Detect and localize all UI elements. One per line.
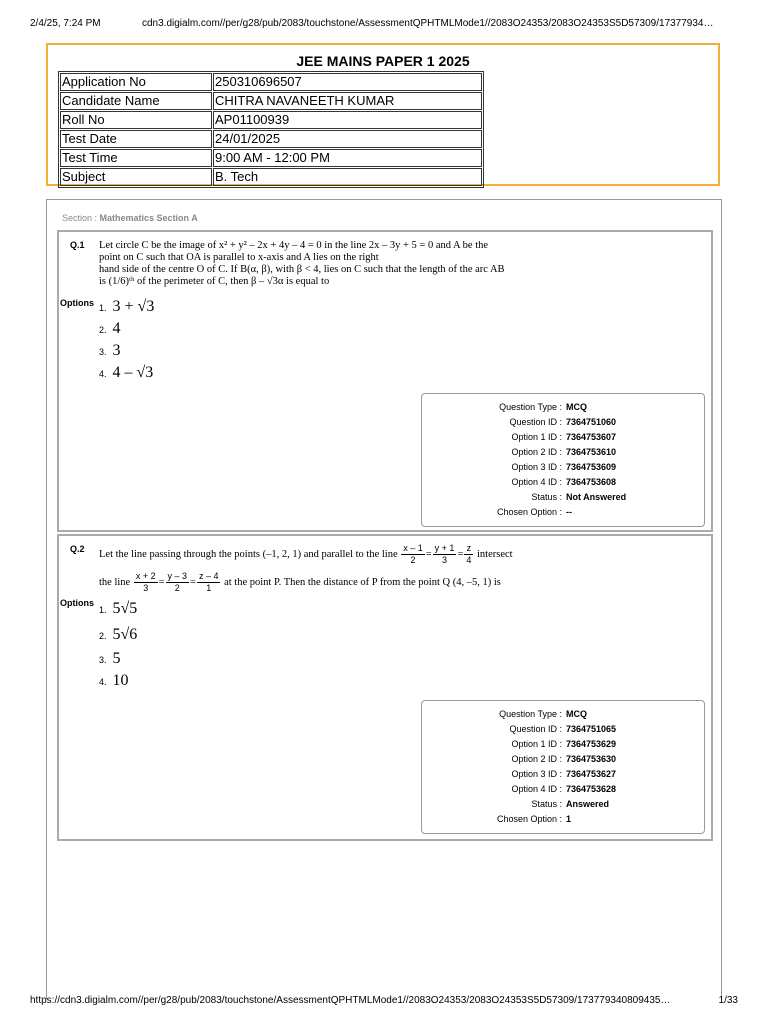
- meta-row: Option 4 ID : 7364753608: [511, 477, 617, 487]
- fraction: $\frac{x + 2}{3}$: [135, 571, 156, 594]
- page-number: 1/33: [718, 995, 738, 1006]
- option-1: 1. 3 + √3: [99, 298, 155, 315]
- option-4: 4. 10: [99, 672, 129, 689]
- fraction: $\frac{z}{4}$: [466, 543, 472, 566]
- field-label: Test Time: [60, 149, 212, 167]
- meta-row: Option 3 ID : 7364753627: [511, 769, 617, 779]
- meta-row-chosen: Chosen Option : --: [496, 507, 572, 517]
- question-card-q2: [57, 534, 713, 841]
- question-number: Q.1: [70, 240, 85, 250]
- fraction: $\frac{x - 1}{2}$: [403, 543, 423, 566]
- table-row: [60, 92, 482, 110]
- print-datetime: 2/4/25, 7:24 PM: [30, 18, 101, 29]
- option-1: 1. 5√5: [99, 600, 138, 617]
- field-label: Application No: [60, 73, 212, 91]
- question-paper: [46, 199, 722, 999]
- question-line: Let circle C be the image of x² + y² – 2x + 4y – 4 = 0 in the line 2x – 3y + 5 = 0 and A be the: [99, 240, 489, 251]
- option-3: 3. 5: [99, 650, 121, 667]
- meta-row-chosen: Chosen Option : 1: [496, 814, 572, 824]
- option-value: 5√5: [112, 600, 138, 617]
- exam-title: JEE MAINS PAPER 1 2025: [296, 53, 470, 69]
- table-row: [60, 73, 482, 91]
- candidate-info-box: [46, 43, 720, 186]
- meta-row: Option 1 ID : 7364753607: [511, 432, 617, 442]
- option-value: 4: [112, 320, 121, 337]
- field-value: CHITRA NAVANEETH KUMAR: [213, 92, 482, 110]
- meta-row: Option 2 ID : 7364753630: [511, 754, 617, 764]
- option-3: 3. 3: [99, 342, 121, 359]
- options-label: Options: [60, 598, 94, 608]
- fraction: $\frac{z - 4}{1}$: [198, 571, 219, 594]
- option-value: 3: [112, 342, 121, 359]
- meta-row-status: Status : Not Answered: [531, 492, 627, 502]
- option-4: 4. 4 – √3: [99, 364, 154, 381]
- fraction: $\frac{y + 1}{3}$: [434, 543, 455, 566]
- question-line: point on C such that OA is parallel to x-axis and A lies on the right: [99, 252, 379, 263]
- section-label: Section : Mathematics Section A: [62, 213, 198, 223]
- question-meta-box: [421, 393, 705, 527]
- field-value: B. Tech: [213, 168, 482, 186]
- question-text: [99, 542, 513, 596]
- meta-row: Option 4 ID : 7364753628: [511, 784, 617, 794]
- option-value: 5: [112, 650, 121, 667]
- candidate-table: [58, 71, 484, 188]
- field-value: 9:00 AM - 12:00 PM: [213, 149, 482, 167]
- option-2: 2. 5√6: [99, 626, 138, 643]
- question-text: [99, 240, 505, 288]
- question-line: the line $\frac{x + 2}{3}$ = $\frac{y - 3}{2}$ = $\frac{z - 4}{1}$ at the point P. Then the distance of P from the point Q (4, –5, 1) is: [99, 571, 501, 594]
- field-label: Subject: [60, 168, 212, 186]
- table-row: [60, 149, 482, 167]
- table-row: [60, 111, 482, 129]
- options-label: Options: [60, 298, 94, 308]
- field-label: Test Date: [60, 130, 212, 148]
- field-value: 250310696507: [213, 73, 482, 91]
- meta-row: Question ID : 7364751060: [509, 417, 617, 427]
- meta-row: Question Type : MCQ: [499, 709, 587, 719]
- question-card-q1: [57, 230, 713, 532]
- meta-row: Question Type : MCQ: [499, 402, 587, 412]
- field-value: 24/01/2025: [213, 130, 482, 148]
- meta-row: Option 1 ID : 7364753629: [511, 739, 617, 749]
- field-label: Roll No: [60, 111, 212, 129]
- option-value: 4 – √3: [112, 364, 154, 381]
- meta-row: Option 2 ID : 7364753610: [511, 447, 617, 457]
- question-meta-box: [421, 700, 705, 834]
- meta-row: Option 3 ID : 7364753609: [511, 462, 617, 472]
- option-value: 3 + √3: [112, 298, 155, 315]
- option-value: 5√6: [112, 626, 138, 643]
- question-line: is (1/6)ᵗʰ of the perimeter of C, then β – √3α is equal to: [99, 276, 330, 287]
- meta-row-status: Status : Answered: [531, 799, 610, 809]
- print-url-top: cdn3.digialm.com//per/g28/pub/2083/touchstone/AssessmentQPHTMLMode1//2083O24353/2083O24353S5D57309/17377934…: [142, 18, 714, 29]
- question-line: Let the line passing through the points (–1, 2, 1) and parallel to the line $\frac{x - 1}{2}$ = $\frac{y + 1}{3}$ = $\frac{z}{4}$ intersect: [99, 543, 513, 566]
- field-value: AP01100939: [213, 111, 482, 129]
- table-row: [60, 168, 482, 186]
- meta-row: Question ID : 7364751065: [509, 724, 617, 734]
- fraction: $\frac{y - 3}{2}$: [167, 571, 188, 594]
- option-2: 2. 4: [99, 320, 121, 337]
- section-name: Mathematics Section A: [99, 213, 198, 223]
- print-header: [30, 18, 738, 32]
- print-footer: [30, 995, 738, 1009]
- table-row: [60, 130, 482, 148]
- print-url-bottom: https://cdn3.digialm.com//per/g28/pub/2083/touchstone/AssessmentQPHTMLMode1//2083O24353/2083O24353S5D57309/173779340809435…: [30, 995, 671, 1006]
- question-number: Q.2: [70, 544, 85, 554]
- question-line: hand side of the centre O of C. If B(α, β), with β < 4, lies on C such that the length of the arc AB: [99, 264, 505, 275]
- field-label: Candidate Name: [60, 92, 212, 110]
- option-value: 10: [112, 672, 129, 689]
